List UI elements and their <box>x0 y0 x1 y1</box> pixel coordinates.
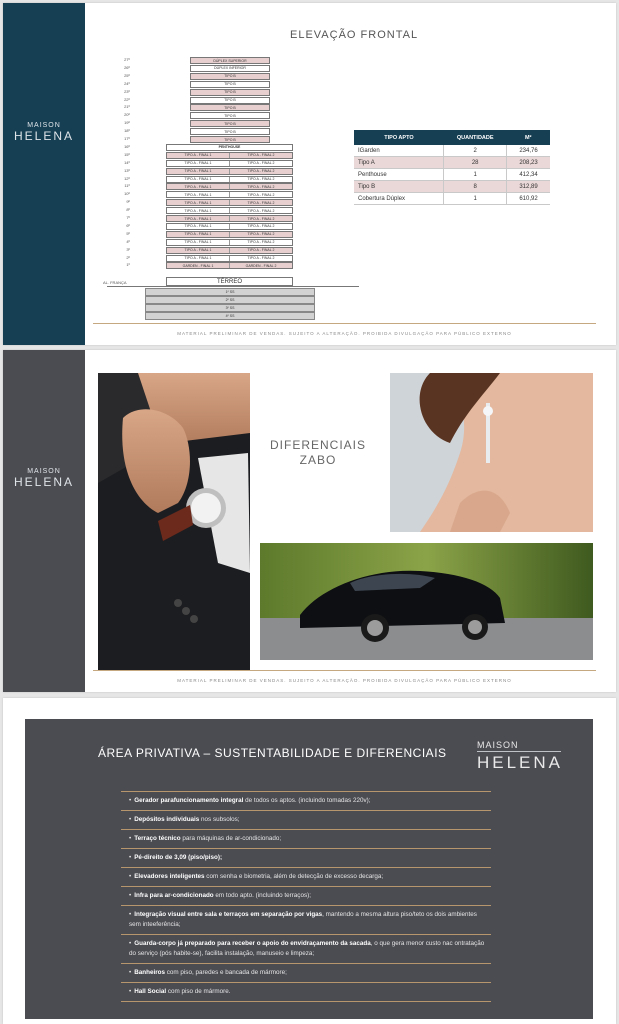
feature-item <box>121 829 491 848</box>
brand-logo <box>3 468 85 489</box>
feature-bold: Depósitos individuais <box>134 816 200 823</box>
unit-final-1: TIPO A - FINAL 1 <box>184 248 212 253</box>
penthouse-floor: PENTHOUSE <box>166 144 293 151</box>
footer-disclaimer: MATERIAL PRELIMINAR DE VENDAS. SUJEITO A ALTERAÇÃO. PROIBIDA DIVULGAÇÃO PARA PÚBLICO EXTERNO <box>177 678 512 683</box>
floor-level-label: 6º <box>126 222 130 228</box>
floor-unit: TIPO B <box>190 136 270 143</box>
cell-qty: 1 <box>444 193 507 205</box>
feature-text: com senha e biometria, além de detecção de excesso decarga; <box>204 873 384 880</box>
cell-type: Tipo B <box>354 181 444 193</box>
feature-bold: Elevadores inteligentes <box>134 873 205 880</box>
table-row <box>354 181 550 193</box>
bullet-icon: • <box>129 892 132 899</box>
floor-row <box>166 160 293 167</box>
feature-text: , mantendo a mesma altura piso/teto os dois ambientes sem inteeferência; <box>129 911 477 928</box>
unit-final-1: TIPO A - FINAL 1 <box>184 161 212 166</box>
floor-unit: TIPO B <box>190 73 270 80</box>
feature-item <box>121 848 491 867</box>
feature-bold: Guarda-corpo já preparado para receber o apoio do envidraçamento da sacada <box>134 940 371 947</box>
cell-type: Penthouse <box>354 169 444 181</box>
street-label: AL. FRANÇA <box>103 280 127 285</box>
floor-row <box>166 207 293 214</box>
differentials-page <box>3 350 616 692</box>
feature-text: para máquinas de ar-condicionado; <box>180 835 282 842</box>
cell-area: 412,34 <box>507 169 551 181</box>
floor-unit: TIPO B <box>190 89 270 96</box>
unit-final-2: TIPO A - FINAL 2 <box>229 200 292 205</box>
floor-unit: TIPO B <box>190 120 270 127</box>
floor-level-label: 13º <box>124 167 130 173</box>
floor-level-label: 12º <box>124 175 130 181</box>
feature-text: com piso, paredes e bancada de mármore; <box>165 969 287 976</box>
cell-type: Tipo A <box>354 157 444 169</box>
brand-logo <box>3 122 85 143</box>
floor-row <box>166 247 293 254</box>
unit-final-2: TIPO A - FINAL 2 <box>229 161 292 166</box>
unit-final-2: TIPO A - FINAL 2 <box>229 224 292 229</box>
footer-rule <box>93 323 596 324</box>
floor-level-label: 7º <box>126 215 130 220</box>
floor-level-label: 25º <box>124 72 130 78</box>
feature-item <box>121 934 491 963</box>
feature-bold: Terraço técnico <box>134 835 181 842</box>
feature-text: nos subsolos; <box>199 816 240 823</box>
brand-bottom: HELENA <box>476 753 563 772</box>
feature-text: com piso de mármore. <box>166 988 231 995</box>
cell-type: IGarden <box>354 145 444 157</box>
bullet-icon: • <box>129 988 132 995</box>
photo-car <box>260 543 593 660</box>
feature-text: em todo apto. (incluindo terraços); <box>213 892 311 899</box>
unit-type-table <box>354 130 550 205</box>
bullet-icon: • <box>129 797 132 804</box>
feature-item <box>121 905 491 934</box>
unit-final-1: TIPO A - FINAL 1 <box>184 240 212 245</box>
floor-unit: TIPO B <box>190 81 270 88</box>
elevation-page <box>3 3 616 345</box>
unit-final-1: TIPO A - FINAL 1 <box>184 177 212 181</box>
brand-bottom: HELENA <box>13 129 75 143</box>
unit-final-1: TIPO A - FINAL 1 <box>184 184 212 189</box>
feature-bold: Hall Social <box>134 988 167 995</box>
feature-bold: Banheiros <box>134 969 166 976</box>
floor-row <box>166 239 293 246</box>
cell-type: Cobertura Dúplex <box>354 193 444 205</box>
cell-area: 312,89 <box>507 181 551 193</box>
cell-area: 208,23 <box>507 157 551 169</box>
brand-bottom: HELENA <box>13 475 75 489</box>
unit-final-2: TIPO A - FINAL 2 <box>229 248 292 253</box>
floor-row <box>166 191 293 198</box>
floor-level-label: 16º <box>124 143 130 149</box>
unit-final-1: TIPO A - FINAL 1 <box>184 224 212 229</box>
floor-level-label: 19º <box>124 120 130 126</box>
feature-bold: Infra para ar-condicionado <box>134 892 214 899</box>
table-row <box>354 193 550 205</box>
cell-area: 610,92 <box>507 193 551 205</box>
unit-final-2: TIPO A - FINAL 2 <box>229 232 292 237</box>
unit-final-1: TIPO A - FINAL 1 <box>184 192 212 197</box>
floor-level-label: 27º <box>124 57 130 62</box>
differentials-title <box>253 438 383 468</box>
cell-qty: 2 <box>444 145 507 157</box>
floor-level-label: 1º <box>126 262 130 268</box>
unit-final-2: TIPO A - FINAL 2 <box>229 153 292 158</box>
floor-row <box>166 168 293 175</box>
floor-level-label: 14º <box>124 159 130 165</box>
title-line1: DIFERENCIAIS <box>269 438 366 452</box>
floor-row <box>166 199 293 206</box>
logo-rule <box>477 751 561 752</box>
basement-level: 3º SS <box>145 304 315 312</box>
unit-final-1: TIPO A - FINAL 1 <box>184 216 212 221</box>
floor-row <box>166 262 293 269</box>
floor-level-label: 5º <box>126 230 130 236</box>
unit-final-1: TIPO A - FINAL 1 <box>184 256 212 260</box>
feature-item <box>121 867 491 886</box>
floor-level-label: 26º <box>124 64 130 70</box>
bullet-icon: • <box>129 873 132 880</box>
floor-row <box>166 176 293 183</box>
title-line2: ZABO <box>299 453 337 467</box>
floor-row <box>166 215 293 222</box>
bullet-icon: • <box>129 911 132 918</box>
floor-level-label: 8º <box>126 207 130 213</box>
floor-row <box>166 183 293 190</box>
unit-final-2: TIPO A - FINAL 2 <box>229 184 292 189</box>
floor-row <box>166 255 293 262</box>
floor-level-label: 4º <box>126 238 130 244</box>
brand-top: MAISON <box>27 468 61 475</box>
photo-watch <box>98 373 250 670</box>
unit-final-2: TIPO A - FINAL 2 <box>229 256 292 261</box>
floor-unit: TIPO B <box>190 104 270 111</box>
brand-top: MAISON <box>27 122 61 129</box>
unit-final-2: TIPO A - FINAL 2 <box>229 240 292 245</box>
floor-row <box>166 152 293 159</box>
unit-final-1: TIPO A - FINAL 1 <box>184 232 212 237</box>
ground-line <box>107 286 359 287</box>
table-row <box>354 145 550 157</box>
bullet-icon: • <box>129 816 132 823</box>
floor-level-label: 20º <box>124 112 130 118</box>
floor-level-label: 17º <box>124 136 130 141</box>
floor-level-label: 21º <box>124 104 130 110</box>
floor-level-label: 2º <box>126 254 130 260</box>
floor-unit: TIPO B <box>190 112 270 119</box>
sidebar <box>3 350 85 692</box>
photo-earring <box>390 373 593 532</box>
page-title: ELEVAÇÃO FRONTAL <box>290 29 419 41</box>
table-header: QUANTIDADE <box>444 130 507 145</box>
unit-final-1: GARDEN - FINAL 1 <box>182 263 214 268</box>
floor-level-label: 24º <box>124 80 130 86</box>
floor-level-label: 3º <box>126 246 130 252</box>
unit-final-2: TIPO A - FINAL 2 <box>229 192 292 197</box>
bullet-icon: • <box>129 969 132 976</box>
cell-qty: 28 <box>444 157 507 169</box>
feature-text: , o que gera menor custo nac ontratação do serviço (pós habite-se), facilita instalação, manuseio e limpeza; <box>129 940 485 957</box>
terreo-floor: TÉRREO <box>166 277 293 286</box>
unit-final-1: TIPO A - FINAL 1 <box>184 169 212 174</box>
cell-qty: 8 <box>444 181 507 193</box>
feature-item <box>121 791 491 810</box>
floor-level-label: 9º <box>126 199 130 205</box>
table-header: M² <box>507 130 551 145</box>
table-row <box>354 157 550 169</box>
table-row <box>354 169 550 181</box>
floor-level-label: 23º <box>124 88 130 94</box>
basement-level: 4º SS <box>145 312 315 320</box>
floor-row <box>166 223 293 230</box>
feature-bold: Pé-direito de 3,09 (piso/piso); <box>134 854 223 861</box>
floor-unit: TIPO B <box>190 128 270 135</box>
unit-final-1: TIPO A - FINAL 1 <box>184 153 212 158</box>
unit-final-2: TIPO A - FINAL 2 <box>229 177 292 182</box>
floor-level-label: 22º <box>124 96 130 102</box>
floor-unit: TIPO B <box>190 97 270 104</box>
unit-final-2: TIPO A - FINAL 2 <box>229 208 292 213</box>
footer-rule <box>93 670 596 671</box>
feature-item <box>121 963 491 982</box>
feature-item <box>121 886 491 905</box>
footer-disclaimer: MATERIAL PRELIMINAR DE VENDAS. SUJEITO A ALTERAÇÃO. PROIBIDA DIVULGAÇÃO PARA PÚBLICO EXTERNO <box>177 331 512 336</box>
basement-level: 1º SS <box>145 288 315 296</box>
floor-level-label: 18º <box>124 128 130 134</box>
floor-unit: DÚPLEX SUPERIOR <box>190 57 270 64</box>
bullet-icon: • <box>129 940 132 947</box>
unit-final-1: TIPO A - FINAL 1 <box>184 208 212 213</box>
brand-logo <box>477 740 563 773</box>
feature-text: de todos os aptos. (incluindo tomadas 220v); <box>243 797 371 804</box>
feature-bold: Integração visual entre sala e terraços em separação por vigas <box>134 911 323 918</box>
cell-area: 234,76 <box>507 145 551 157</box>
unit-final-2: TIPO A - FINAL 2 <box>229 169 292 174</box>
brand-top: MAISON <box>476 740 519 750</box>
cell-qty: 1 <box>444 169 507 181</box>
bullet-icon: • <box>129 835 132 842</box>
basement-level: 2º SS <box>145 296 315 304</box>
feature-list <box>121 791 491 1002</box>
floor-level-label: 10º <box>124 191 130 197</box>
table-header: TIPO APTO <box>354 130 444 145</box>
feature-bold: Gerador parafuncionamento integral <box>134 797 244 804</box>
floor-unit: DÚPLEX INFERIOR <box>190 65 270 72</box>
private-area-panel <box>25 719 593 1019</box>
sidebar <box>3 3 85 345</box>
floor-row <box>166 231 293 238</box>
bullet-icon: • <box>129 854 132 861</box>
page-title: ÁREA PRIVATIVA – SUSTENTABILIDADE E DIFERENCIAIS <box>98 746 447 760</box>
private-area-page <box>3 698 616 1024</box>
floor-level-label: 15º <box>124 151 130 157</box>
feature-item <box>121 982 491 1002</box>
unit-final-1: TIPO A - FINAL 1 <box>184 200 212 205</box>
floor-level-label: 11º <box>124 183 130 189</box>
feature-item <box>121 810 491 829</box>
unit-final-2: TIPO A - FINAL 2 <box>229 216 292 221</box>
unit-final-2: GARDEN - FINAL 2 <box>229 263 292 268</box>
